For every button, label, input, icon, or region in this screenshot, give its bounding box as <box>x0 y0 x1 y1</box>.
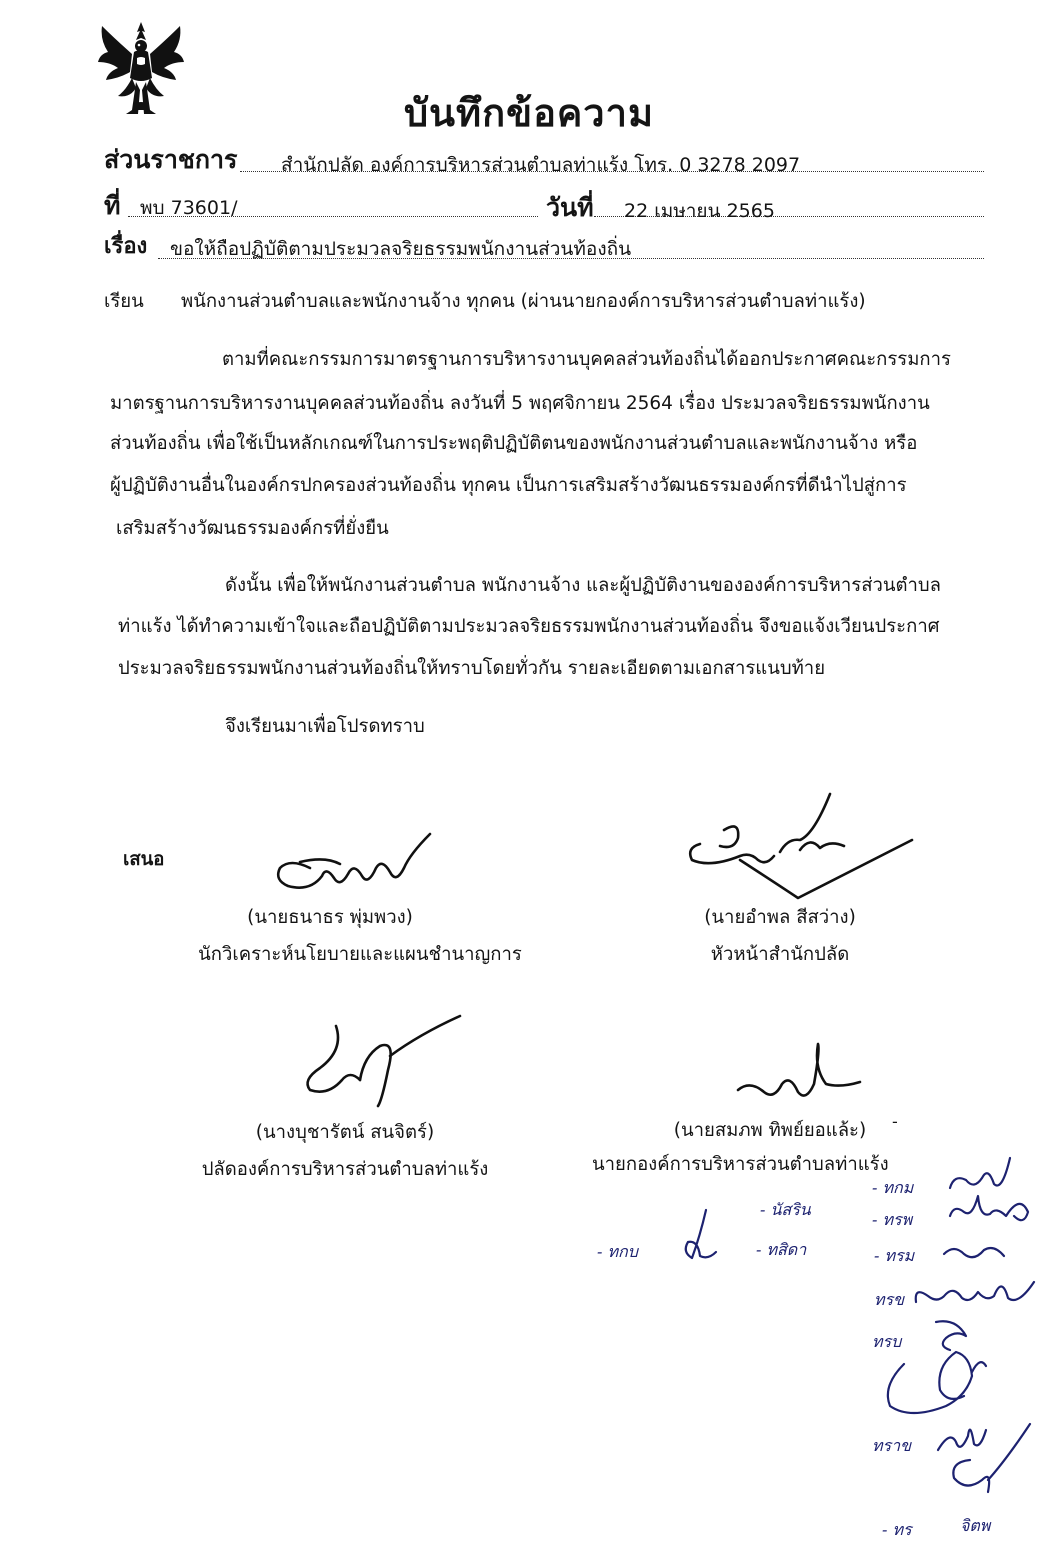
para2-line3: ประมวลจริยธรรมพนักงานส่วนท้องถิ่นให้ทราบโดยทั่วกัน รายละเอียดตามเอกสารแนบท้าย <box>118 658 826 679</box>
annotation-9: ทราข <box>872 1436 912 1455</box>
subject-label: เรื่อง <box>104 234 148 259</box>
signer3-name: (นางบุชารัตน์ สนจิตร์) <box>255 1122 435 1143</box>
para1-line2: มาตรฐานการบริหารงานบุคคลส่วนท้องถิ่น ลงวันที่ 5 พฤศจิกายน 2564 เรื่อง ประมวลจริยธรรมพนักงาน <box>110 393 930 414</box>
signer2-name: (นายอำพล สีสว่าง) <box>704 907 856 928</box>
ref-value: พบ 73601/ <box>140 197 238 219</box>
date-value: 22 เมษายน 2565 <box>624 200 775 222</box>
signature-4 <box>730 1040 870 1110</box>
signer1-position: นักวิเคราะห์นโยบายและแผนชำนาญการ <box>198 944 522 965</box>
para1-line4: ผู้ปฏิบัติงานอื่นในองค์กรปกครองส่วนท้องถิ่น ทุกคน เป็นการเสริมสร้างวัฒนธรรมองค์กรที่ดีนำไปสู่การ <box>110 475 907 496</box>
signature-2 <box>680 790 920 900</box>
para2-line1: ดังนั้น เพื่อให้พนักงานส่วนตำบล พนักงานจ้าง และผู้ปฏิบัติงานขององค์การบริหารส่วนตำบล <box>225 575 941 596</box>
annotation-6: - ทรม <box>874 1246 915 1265</box>
to-value: พนักงานส่วนตำบลและพนักงานจ้าง ทุกคน (ผ่านนายกองค์การบริหารส่วนตำบลท่าแร้ง) <box>181 291 866 312</box>
annotation-11: จิตพ <box>960 1516 991 1535</box>
signer3-position: ปลัดองค์การบริหารส่วนตำบลท่าแร้ง <box>201 1159 489 1180</box>
para1-line3: ส่วนท้องถิ่น เพื่อใช้เป็นหลักเกณฑ์ในการประพฤติปฏิบัติตนของพนักงานส่วนตำบลและพนักงานจ้าง หรือ <box>110 433 918 454</box>
para2-line2: ท่าแร้ง ได้ทำความเข้าใจและถือปฏิบัติตามประมวลจริยธรรมพนักงานส่วนท้องถิ่น จึงขอแจ้งเวียนประกาศ <box>118 616 940 637</box>
signature-3 <box>290 1010 470 1110</box>
initial-5 <box>910 1266 1040 1312</box>
annotation-7: ทรข <box>874 1290 905 1309</box>
annotation-2: - นัสริน <box>760 1200 811 1219</box>
propose-label: เสนอ <box>123 849 165 870</box>
subject-value: ขอให้ถือปฏิบัติตามประมวลจริยธรรมพนักงานส่วนท้องถิ่น <box>170 238 632 260</box>
date-label: วันที่ <box>546 193 594 222</box>
initial-4 <box>940 1234 1010 1270</box>
initial-3 <box>944 1186 1034 1230</box>
annotation-8: ทรบ <box>872 1332 902 1351</box>
to-label: เรียน <box>104 291 144 312</box>
signer1-name: (นายธนาธร พุ่มพวง) <box>247 907 413 928</box>
signer2-position: หัวหน้าสำนักปลัด <box>710 944 850 965</box>
agency-label: ส่วนราชการ <box>104 145 238 174</box>
annotation-5: - ทรพ <box>872 1210 913 1229</box>
document-title: บันทึกข้อความ <box>403 91 655 135</box>
initial-1 <box>672 1206 718 1266</box>
closing-text: จึงเรียนมาเพื่อโปรดทราบ <box>225 716 425 737</box>
signer4-name: (นายสมภพ ทิพย์ยอแล้ะ) <box>673 1120 867 1141</box>
ref-label: ที่ <box>104 191 121 220</box>
dash-mark: - <box>892 1112 898 1131</box>
para1-line1: ตามที่คณะกรรมการมาตรฐานการบริหารงานบุคคลส่วนท้องถิ่นได้ออกประกาศคณะกรรมการ <box>222 349 951 370</box>
signature-1 <box>270 828 440 900</box>
para1-line5: เสริมสร้างวัฒนธรรมองค์กรที่ยั่งยืน <box>116 518 389 539</box>
annotation-10: - ทร <box>882 1520 912 1539</box>
annotation-4: - ทกม <box>872 1178 914 1197</box>
initial-7 <box>930 1400 1040 1500</box>
annotation-3: - ทสิดา <box>756 1240 807 1259</box>
agency-value: สำนักปลัด องค์การบริหารส่วนตำบลท่าแร้ง โทร. 0 3278 2097 <box>281 154 801 176</box>
signer4-position: นายกองค์การบริหารส่วนตำบลท่าแร้ง <box>592 1154 889 1175</box>
annotation-1: - ทกบ <box>597 1242 638 1261</box>
